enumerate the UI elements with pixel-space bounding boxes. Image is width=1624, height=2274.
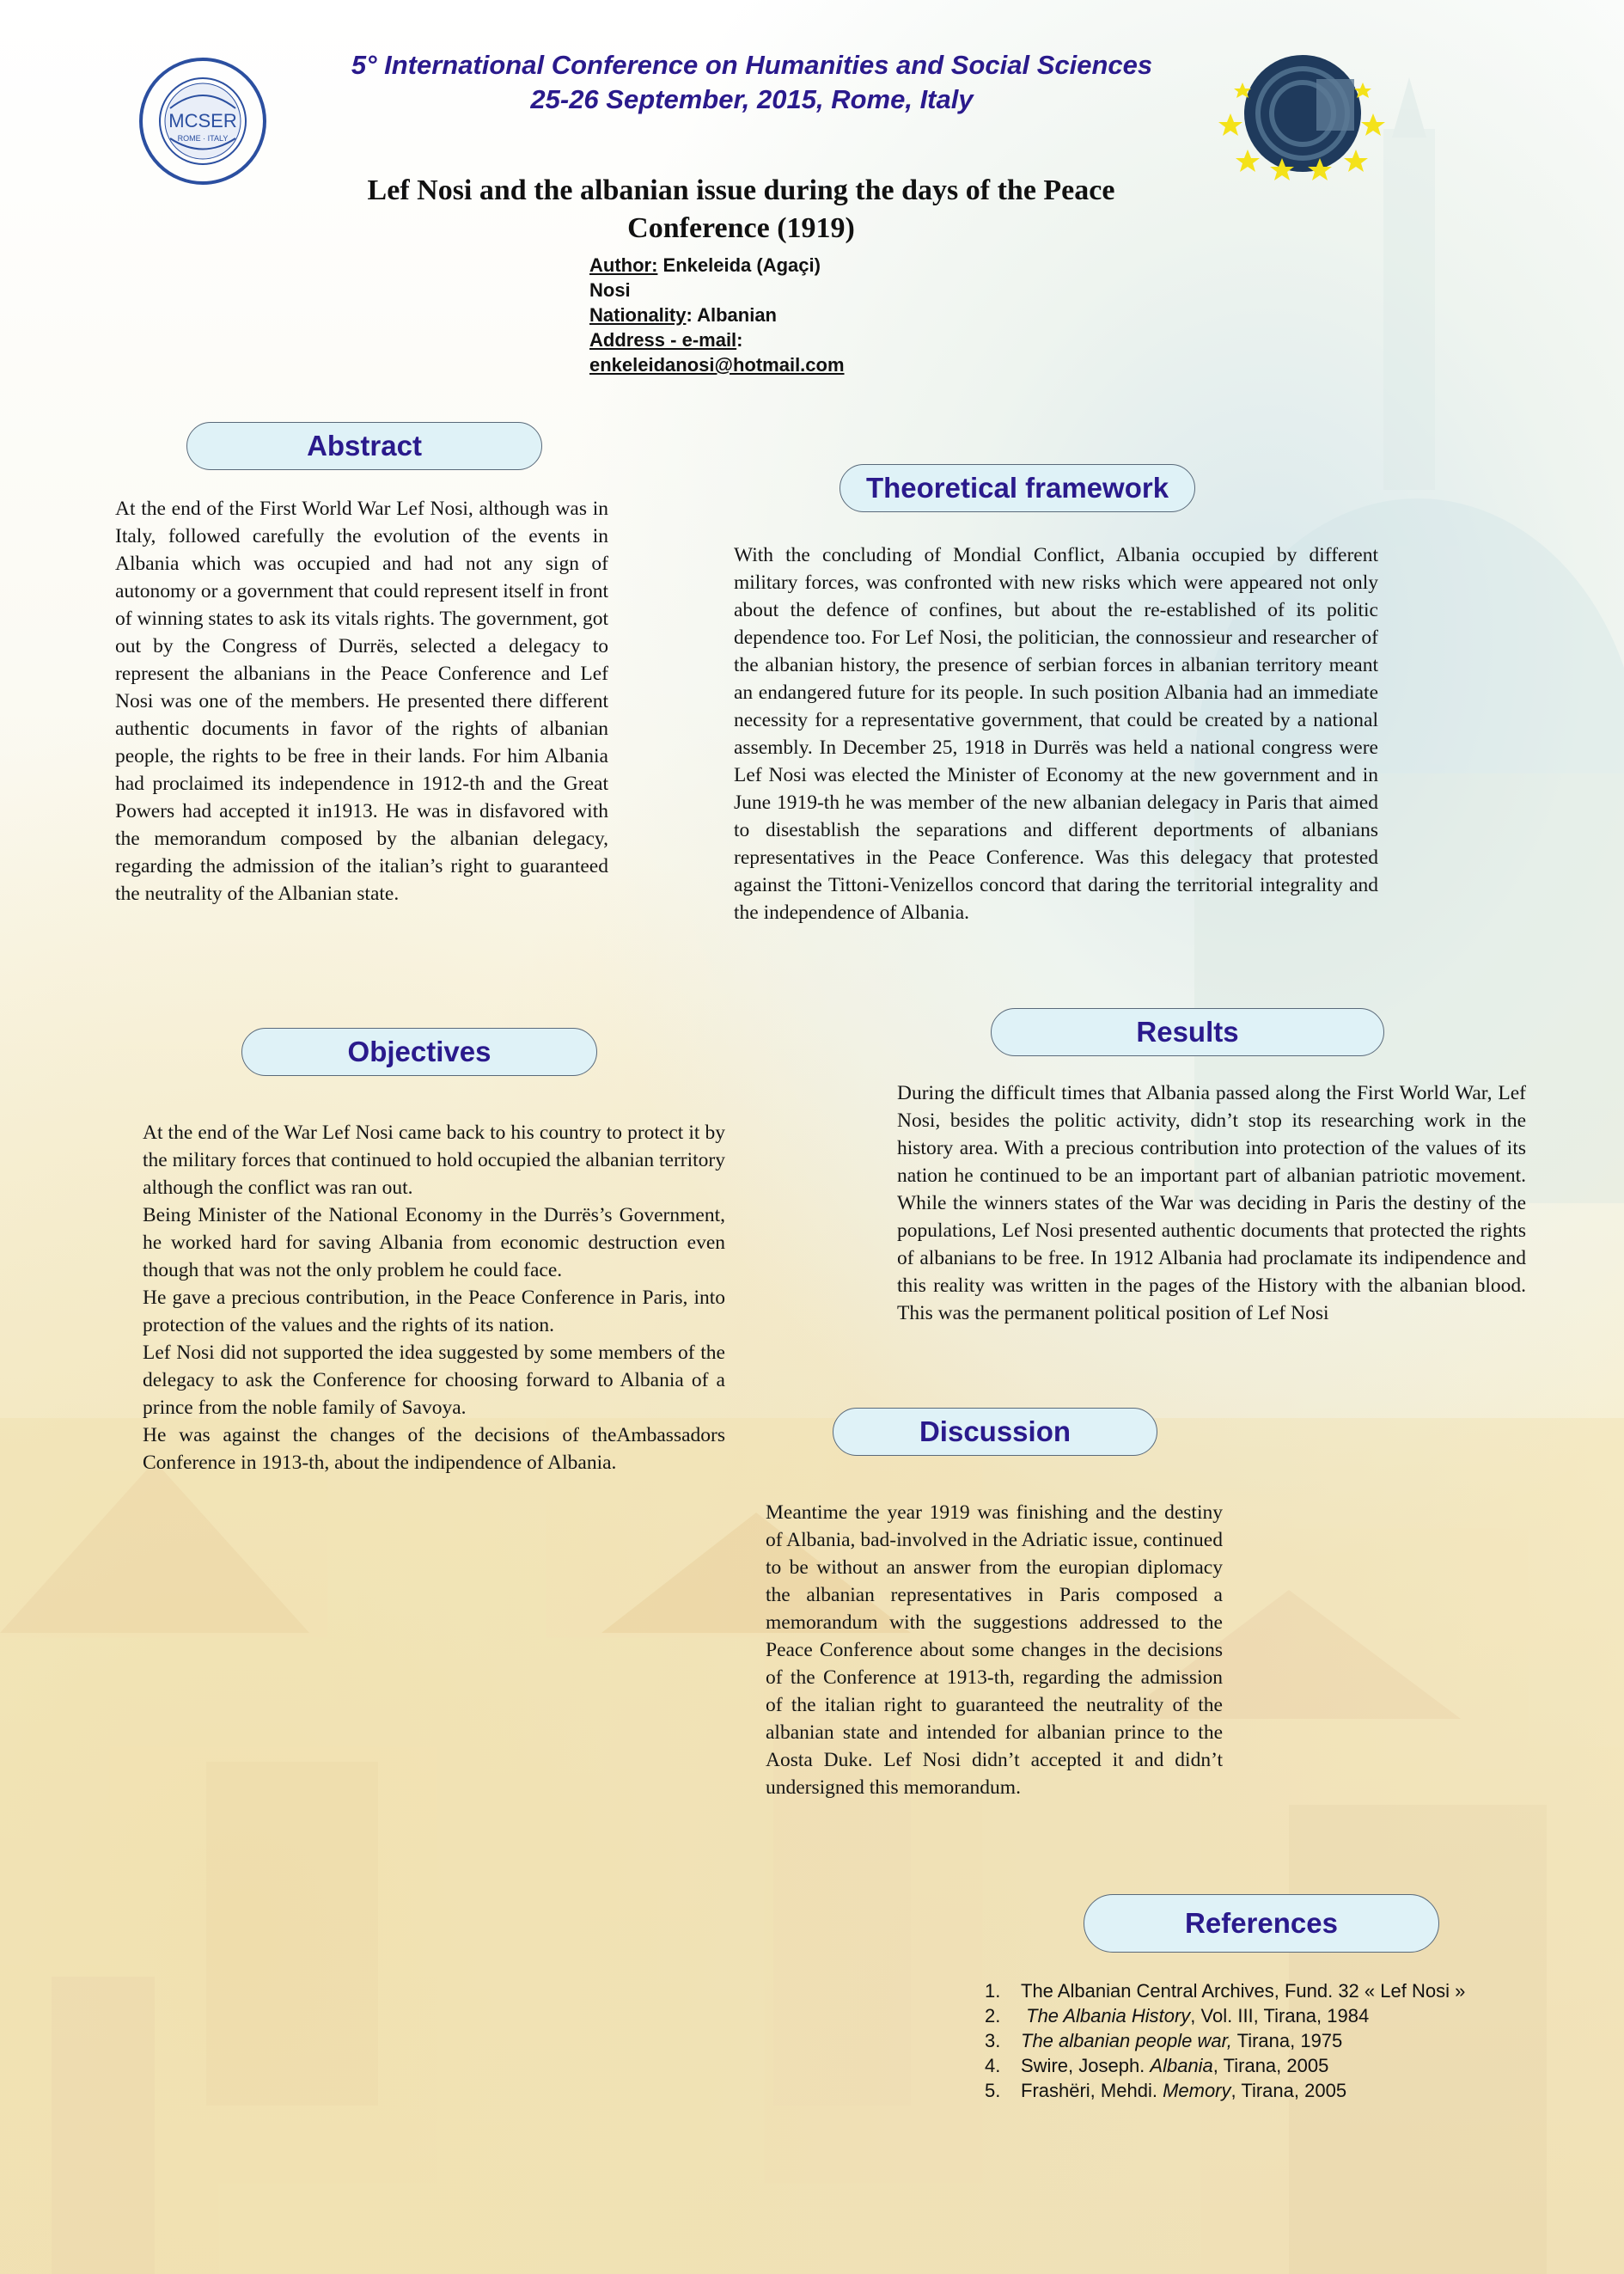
reference-text: Swire, Joseph. <box>1021 2055 1151 2076</box>
reference-text: Frashëri, Mehdi. <box>1021 2080 1163 2101</box>
email-link[interactable]: enkeleidanosi@hotmail.com <box>589 354 845 376</box>
author-block <box>589 253 899 377</box>
conference-date: 25-26 September, 2015, Rome, Italy <box>530 84 974 114</box>
results-paragraph: During the difficult times that Albania passed along the First World War, Lef Nosi, besides the politic activity, didn’t stop its researching work in the history area. With a precious contribution into protection of the values of its nation he continued to be an important part of albanian patriotic movement. While the winners states of the War was deciding in Paris the destiny of the populations, Lef Nosi presented authentic documents that protected the rights of albanians to be free. In 1912 Albania had proclamate its indipendence and this reality was written in the pages of the History with the albanian blood. This was the permanent political position of Lef Nosi <box>897 1082 1526 1324</box>
conference-header <box>284 48 1220 117</box>
nationality-label: Nationality <box>589 304 687 326</box>
reference-number: 1. <box>985 1980 1001 2002</box>
discussion-heading <box>833 1408 1157 1456</box>
svg-text:MCSER: MCSER <box>168 110 237 131</box>
objectives-paragraph: He was against the changes of the decisions of theAmbassadors Conference in 1913-th, about the indipendence of Albania. <box>143 1424 725 1474</box>
references-heading <box>1084 1894 1439 1953</box>
abstract-heading-text: Abstract <box>307 430 422 462</box>
title-line-1: Lef Nosi and the albanian issue during the days of the Peace <box>367 174 1115 206</box>
results-heading <box>991 1008 1384 1056</box>
reference-text: Tirana, 1975 <box>1231 2030 1343 2051</box>
theoretical-paragraph: With the concluding of Mondial Conflict, Albania occupied by different military forces, was confronted with new risks which were appeared not only about the defence of confines, but about the re-established of its politic dependence too. For Lef Nosi, the politician, the connossieur and researcher of the albanian history, the presence of serbian forces in albanian territory meant an endangered future for its people. In such position Albania had an immediate necessity for a representative government, that could be created by a national assembly. In December 25, 1918 in Durrës was held a national congress were Lef Nosi was elected the Minister of Economy at the new government and in June 1919-th he was member of the new albanian delegacy in Paris that aimed to disestablish the separations and different deportments of albanians representatives in the Peace Conference. Was this delegacy that protested against the Tittoni-Venizellos concord that daring the territorial integrality and the independence of Albania. <box>734 544 1378 924</box>
discussion-heading-text: Discussion <box>919 1415 1071 1447</box>
reference-text: , Tirana, 2005 <box>1230 2080 1347 2101</box>
nationality-value: : Albanian <box>686 304 777 326</box>
poster-title <box>318 172 1164 248</box>
references-list <box>985 1978 1586 2103</box>
title-line-2: Conference (1919) <box>627 212 855 244</box>
theoretical-heading-text: Theoretical framework <box>865 472 1169 504</box>
discussion-paragraph: Meantime the year 1919 was finishing and the destiny of Albania, bad-involved in the Adriatic issue, continued to be without an answer from the europian diplomacy the albanian representatives in Paris composed a memorandum with the suggestions addressed to the Peace Conference about some changes in the decisions of the Conference at 1913-th, regarding the admission of the italian right to guaranteed the neutrality of the albanian state and intended for albanian prince to the Aosta Duke. Lef Nosi didn’t accepted it and didn’t undersigned this memorandum. <box>766 1501 1223 1799</box>
reference-text: , Vol. III, Tirana, 1984 <box>1190 2005 1370 2026</box>
theoretical-framework-heading <box>839 464 1195 512</box>
theoretical-framework-text <box>734 541 1378 926</box>
address-label: Address - e-mail <box>589 329 737 351</box>
results-heading-text: Results <box>1136 1016 1239 1048</box>
objectives-text <box>143 1119 725 1476</box>
author-label: Author: <box>589 254 658 276</box>
author-name: Enkeleida (Agaçi) <box>657 254 821 276</box>
reference-number: 4. <box>985 2055 1001 2076</box>
reference-italic: The albanian people war, <box>1021 2030 1232 2051</box>
reference-item <box>985 2003 1586 2028</box>
reference-item <box>985 2028 1586 2053</box>
objectives-paragraph: Lef Nosi did not supported the idea suggested by some members of the delegacy to ask the Conference for choosing forward to Albania of a prince from the noble family of Savoya. <box>143 1342 725 1419</box>
reference-text: , Tirana, 2005 <box>1212 2055 1329 2076</box>
reference-number: 5. <box>985 2080 1001 2101</box>
mcser-logo <box>136 57 270 186</box>
reference-number: 2. <box>985 2005 1001 2026</box>
abstract-heading <box>186 422 542 470</box>
results-text <box>897 1079 1526 1327</box>
reference-text: The Albanian Central Archives, Fund. 32 « Lef Nosi » <box>1021 1980 1466 2002</box>
abstract-paragraph: At the end of the First World War Lef Nosi, although was in Italy, followed carefully the evolution of the events in Albania which was occupied and had not any sign of autonomy or a government that could represent itself in front of winning states to ask its vitals rights. The government, got out by the Congress of Durrës, selected a delegacy to represent the albanians in the Peace Conference and Lef Nosi was one of the members. He presented there different authentic documents in favor of the rights of albanian people, the rights to be free in their lands. For him Albania had proclaimed its independence in 1912-th and the Great Powers had accepted it in1913. He was in disfavored with the memorandum composed by the albanian delegacy, regarding the admission of the italian’s right to guaranteed the neutrality of the Albanian state. <box>115 498 608 905</box>
discussion-text <box>766 1499 1223 1801</box>
author-name-cont: Nosi <box>589 279 631 301</box>
svg-text:ROME · ITALY: ROME · ITALY <box>177 134 229 143</box>
reference-item <box>985 2053 1586 2078</box>
reference-number: 3. <box>985 2030 1001 2051</box>
reference-item <box>985 2078 1586 2103</box>
abstract-text <box>115 495 608 908</box>
address-colon: : <box>736 329 743 351</box>
reference-italic: Albania <box>1150 2055 1213 2076</box>
reference-item <box>985 1978 1586 2003</box>
objectives-heading-text: Objectives <box>347 1036 491 1067</box>
objectives-paragraph: Being Minister of the National Economy in the Durrës’s Government, he worked hard for saving Albania from economic destruction even though that was not the only problem he could face. <box>143 1204 725 1281</box>
reference-italic: The Albania History <box>1026 2005 1191 2026</box>
eu-globe-logo <box>1213 53 1385 182</box>
objectives-heading <box>241 1028 597 1076</box>
references-heading-text: References <box>1185 1907 1338 1939</box>
reference-italic: Memory <box>1163 2080 1231 2101</box>
conference-name: 5° International Conference on Humanities and Social Sciences <box>351 50 1153 80</box>
objectives-paragraph: He gave a precious contribution, in the Peace Conference in Paris, into protection of the values and the rights of its nation. <box>143 1287 725 1336</box>
objectives-paragraph: At the end of the War Lef Nosi came back to his country to protect it by the military forces that continued to hold occupied the albanian territory although the conflict was ran out. <box>143 1122 725 1199</box>
